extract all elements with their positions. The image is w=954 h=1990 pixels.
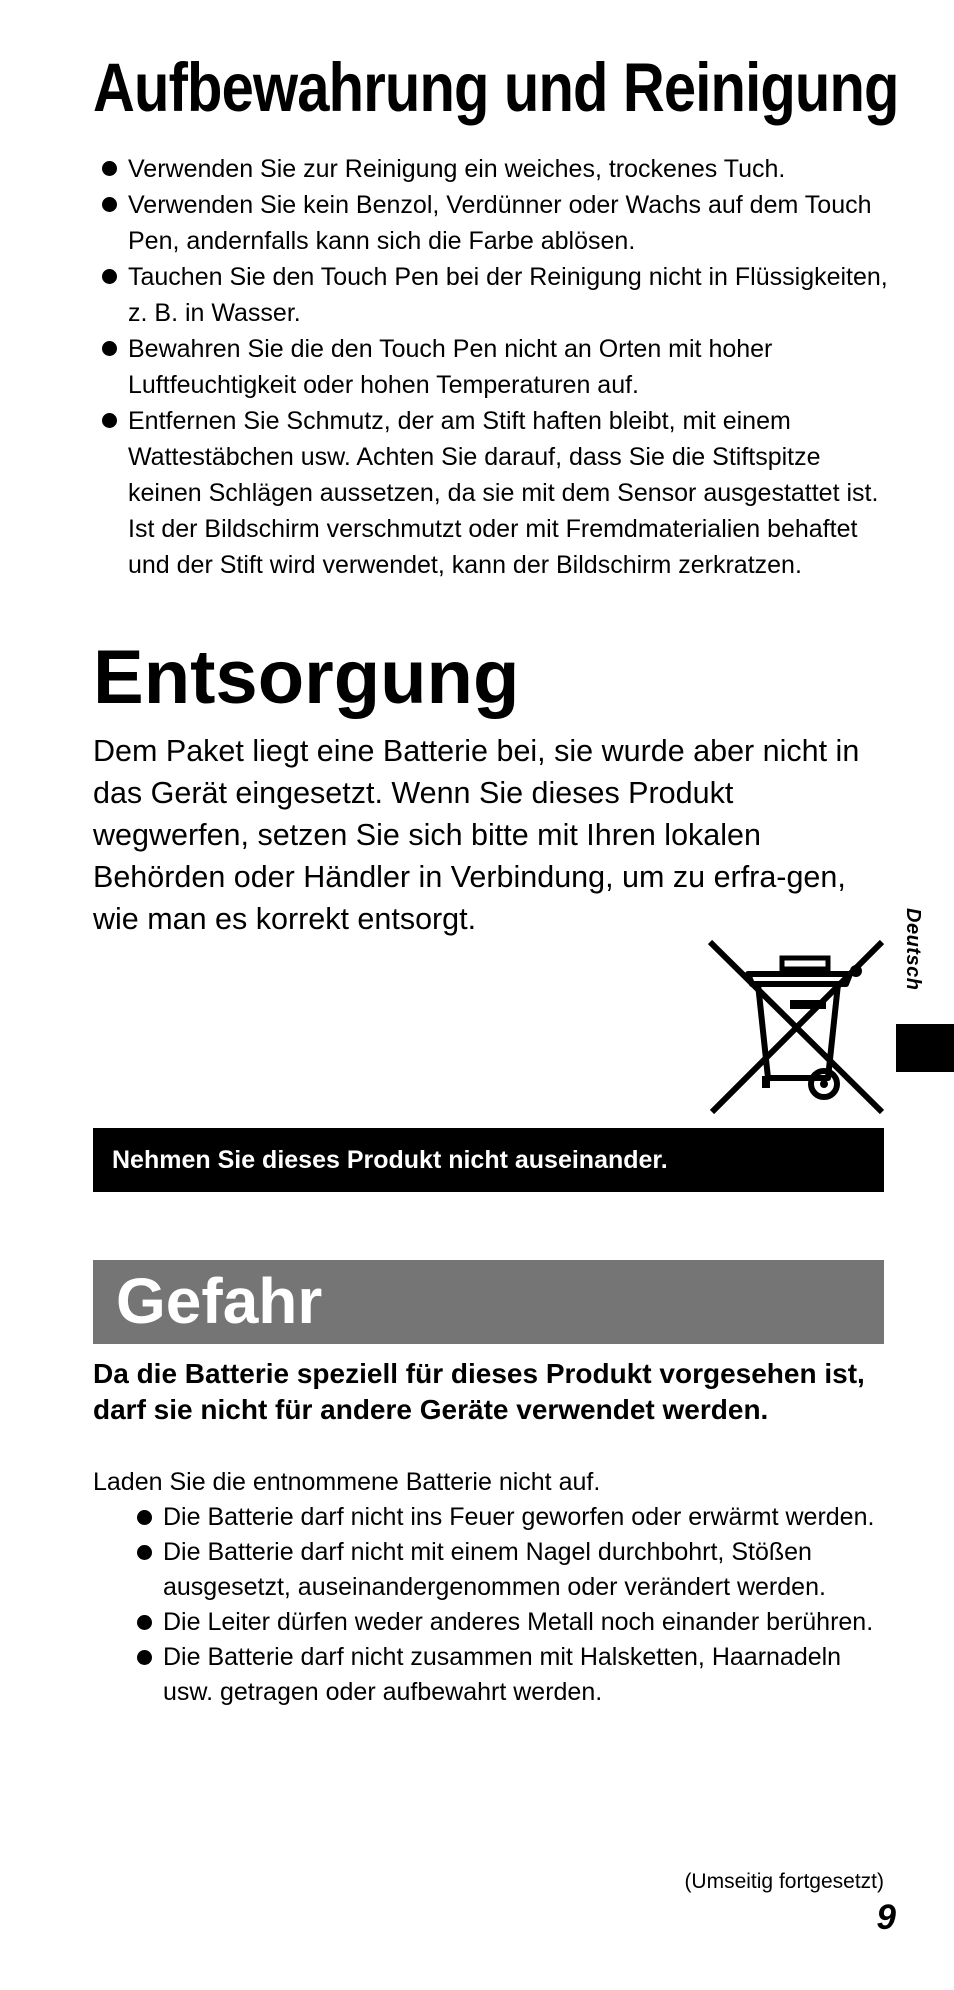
language-tab-label: Deutsch	[902, 908, 924, 991]
danger-lead: Da die Batterie speziell für dieses Produkt vorgesehen ist, darf sie nicht für andere Geräte verwendet werden.	[93, 1358, 865, 1425]
list-item: Die Leiter dürfen weder anderes Metall noch einander berühren.	[128, 1605, 888, 1640]
list-item: Entfernen Sie Schmutz, der am Stift haften bleibt, mit einem Wattestäbchen usw. Achten Sie darauf, dass Sie die Stiftspitze keinen Schlägen aussetzen, da sie mit dem Sensor ausgestattet ist. Ist der Bildschirm verschmutzt oder mit Fremdmaterialien behaftet und der Stift wird verwendet, kann der Bildschirm zerkratzen.	[93, 403, 893, 583]
care-list	[93, 151, 893, 583]
crossed-out-wheelie-bin-icon	[706, 938, 886, 1116]
care-heading: Aufbewahrung und Reinigung	[93, 49, 899, 126]
danger-list	[128, 1500, 888, 1710]
list-item: Die Batterie darf nicht zusammen mit Halsketten, Haarnadeln usw. getragen oder aufbewahrt werden.	[128, 1640, 888, 1710]
list-item: Die Batterie darf nicht mit einem Nagel durchbohrt, Stößen ausgesetzt, auseinandergenommen oder verändert werden.	[128, 1535, 888, 1605]
disposal-heading: Entsorgung	[93, 635, 520, 720]
disposal-text: Dem Paket liegt eine Batterie bei, sie wurde aber nicht in das Gerät eingesetzt. Wenn Sie dieses Produkt wegwerfen, setzen Sie sich bitte mit Ihren lokalen Behörden oder Händler in Verbindung, um zu erfra-gen, wie man es korrekt entsorgt.	[93, 734, 860, 936]
danger-heading: Gefahr	[93, 1260, 884, 1344]
continued-note: (Umseitig fortgesetzt)	[684, 1870, 884, 1893]
list-item: Bewahren Sie die den Touch Pen nicht an Orten mit hoher Luftfeuchtigkeit oder hohen Temperaturen auf.	[93, 331, 893, 403]
list-item: Verwenden Sie kein Benzol, Verdünner oder Wachs auf dem Touch Pen, andernfalls kann sich die Farbe ablösen.	[93, 187, 893, 259]
list-item: Tauchen Sie den Touch Pen bei der Reinigung nicht in Flüssigkeiten, z. B. in Wasser.	[93, 259, 893, 331]
list-item: Die Batterie darf nicht ins Feuer geworfen oder erwärmt werden.	[128, 1500, 888, 1535]
danger-subtext: Laden Sie die entnommene Batterie nicht auf.	[93, 1468, 601, 1496]
language-tab-marker	[896, 1024, 954, 1072]
notice-bar: Nehmen Sie dieses Produkt nicht auseinander.	[93, 1128, 884, 1192]
list-item: Verwenden Sie zur Reinigung ein weiches, trockenes Tuch.	[93, 151, 893, 187]
page-number: 9	[876, 1898, 896, 1937]
